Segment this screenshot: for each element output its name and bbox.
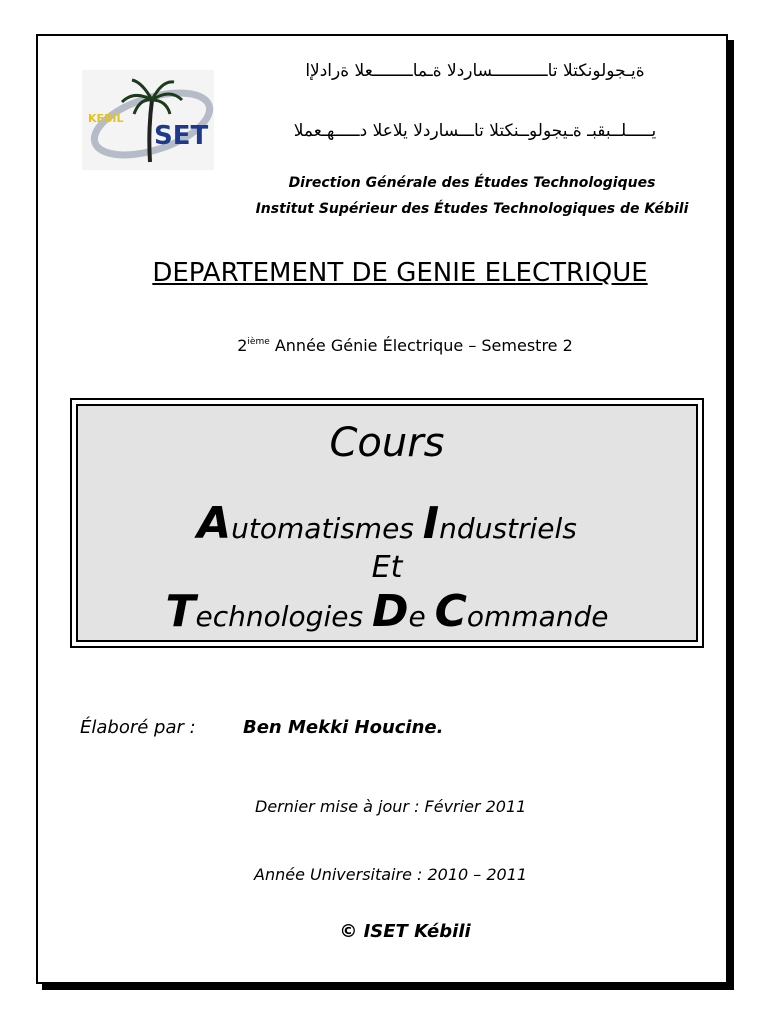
title-initial: I [422,498,440,549]
author-label: Élaboré par : [80,717,196,738]
copyright: © ISET Kébili [339,921,471,942]
title-initial: A [197,498,232,549]
title-line-2: Et [371,550,403,585]
cours-heading: Cours [329,420,445,466]
department-title: DEPARTEMENT DE GENIE ELECTRIQUE [152,258,648,288]
arabic-header-line2: يـــــلــبقبـ ةـيجولوــنكتلا تاـــساردلا يلاعلا دـــــهـعملا [293,121,657,141]
year-rest: Année Génie Électrique – Semestre 2 [269,336,573,355]
iset-logo [82,70,214,170]
title-word-rest: ndustriels [439,512,577,545]
logo-set-text: SET [154,121,209,151]
year-num: 2 [237,336,248,355]
course-title-inner [76,404,698,642]
year-semester [60,336,750,355]
year-sup: ième [247,337,270,347]
logo-kebil-text: KEBIL [88,112,124,125]
direction-generale-line: Direction Générale des Études Technologiques [288,175,656,191]
title-initial: T [165,586,196,637]
academic-year: Année Universitaire : 2010 – 2011 [254,865,528,884]
author-name: Ben Mekki Houcine. [243,717,444,738]
title-word-rest: utomatismes [231,512,423,545]
arabic-header-line1: ةيـجولونكتلا تاـــــــــــساردلا ةـماــــــــعلا ةرادلإا [305,61,645,81]
title-word-rest: e [408,600,435,633]
course-title-box [70,398,704,648]
institut-line: Institut Supérieur des Études Technologiques de Kébili [255,201,689,217]
last-update: Dernier mise à jour : Février 2011 [255,797,527,816]
title-line-3 [78,586,696,637]
title-line-1 [78,498,696,549]
title-initial: C [434,586,467,637]
title-word-rest: ommande [466,600,609,633]
title-initial: D [371,586,409,637]
title-word-rest: echnologies [195,600,372,633]
